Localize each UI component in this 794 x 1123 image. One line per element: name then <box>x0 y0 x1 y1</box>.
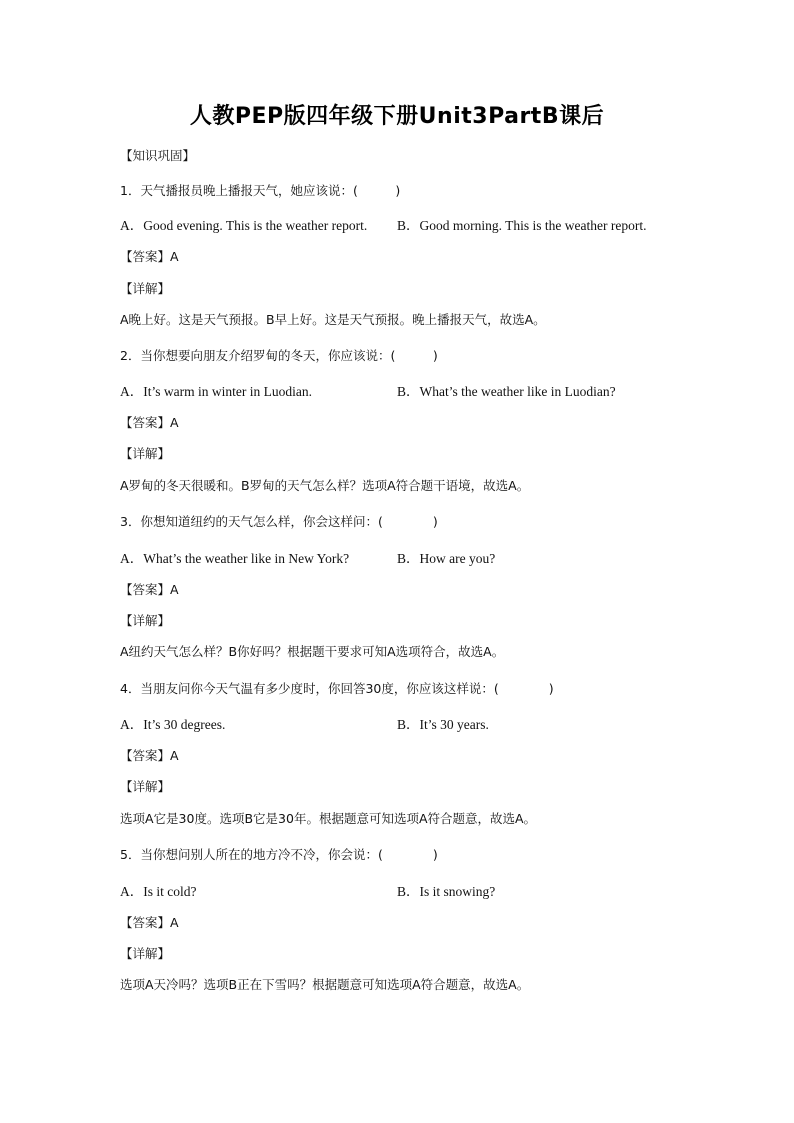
answer-label: 【答案】A <box>120 915 179 930</box>
detail-label: 【详解】 <box>120 613 171 628</box>
answer-label: 【答案】A <box>120 582 179 597</box>
explanation-text: A纽约天气怎么样？B你好吗？根据题干要求可知A选项符合，故选A。 <box>120 644 505 659</box>
option-b: B．Good morning. This is the weather report. <box>397 218 647 233</box>
option-a: A．What’s the weather like in New York? <box>120 551 350 566</box>
answer-label: 【答案】A <box>120 415 179 430</box>
detail-label: 【详解】 <box>120 946 171 961</box>
detail-label: 【详解】 <box>120 281 171 296</box>
option-b: B．It’s 30 years. <box>397 717 489 732</box>
answer-label: 【答案】A <box>120 249 179 264</box>
option-b: B．Is it snowing? <box>397 884 496 899</box>
question-stem: 2．当你想要向朋友介绍罗甸的冬天，你应该说：( ) <box>120 348 438 363</box>
option-a: A．Is it cold? <box>120 884 197 899</box>
detail-label: 【详解】 <box>120 779 171 794</box>
option-b: B．What’s the weather like in Luodian? <box>397 384 616 399</box>
option-a: A．It’s warm in winter in Luodian. <box>120 384 312 399</box>
question-stem: 4．当朋友问你今天气温有多少度时，你回答30度，你应该这样说：( ) <box>120 681 554 696</box>
option-a: A．It’s 30 degrees. <box>120 717 226 732</box>
explanation-text: 选项A它是30度。选项B它是30年。根据题意可知选项A符合题意，故选A。 <box>120 811 537 826</box>
explanation-text: 选项A天冷吗？选项B正在下雪吗？根据题意可知选项A符合题意，故选A。 <box>120 977 530 992</box>
question-stem: 5．当你想问别人所在的地方冷不冷，你会说：( ) <box>120 847 438 862</box>
answer-label: 【答案】A <box>120 748 179 763</box>
explanation-text: A晚上好。这是天气预报。B早上好。这是天气预报。晚上播报天气，故选A。 <box>120 312 546 327</box>
option-b: B．How are you? <box>397 551 496 566</box>
explanation-text: A罗甸的冬天很暖和。B罗甸的天气怎么样？选项A符合题干语境，故选A。 <box>120 478 530 493</box>
detail-label: 【详解】 <box>120 446 171 461</box>
question-stem: 1．天气播报员晚上播报天气，她应该说：( ) <box>120 183 401 198</box>
question-stem: 3．你想知道纽约的天气怎么样，你会这样问：( ) <box>120 514 438 529</box>
option-a: A．Good evening. This is the weather report. <box>120 218 368 233</box>
section-label: 【知识巩固】 <box>120 148 196 163</box>
document-title: 人教PEP版四年级下册Unit3PartB课后 <box>189 104 605 129</box>
